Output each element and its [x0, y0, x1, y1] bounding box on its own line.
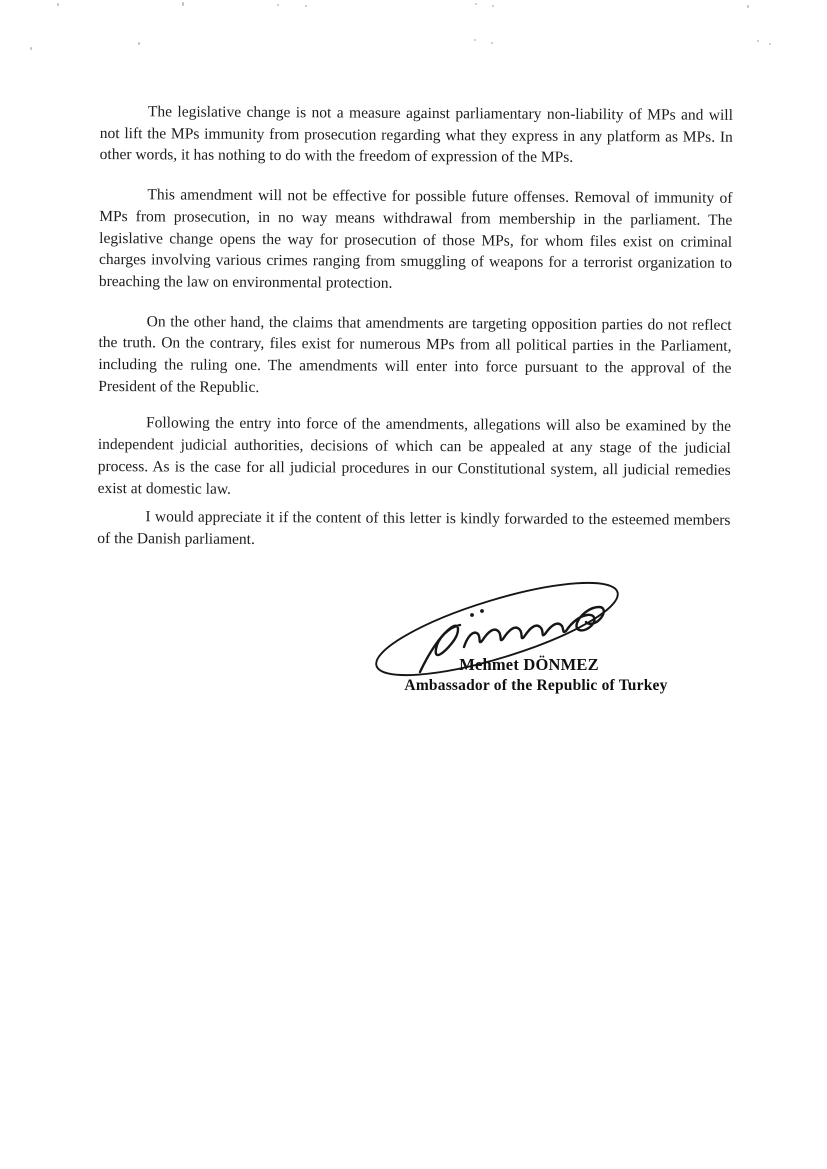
signature-title: Ambassador of the Republic of Turkey: [404, 677, 668, 694]
scan-speck: [747, 5, 749, 8]
paragraph-1: The legislative change is not a measure against parliamentary non-liability of MPs and will not lift the MPs immunity from prosecution regarding what they express in any platform as MPs. In other words, it has nothing to do with the freedom of expression of the MPs.: [99, 103, 733, 167]
letter-body: [97, 101, 733, 554]
paragraph-5: I would appreciate it if the content of this letter is kindly forwarded to the esteemed members of the Danish parliament.: [97, 508, 731, 548]
paragraph-2: This amendment will not be effective for possible future offenses. Removal of immunity of MPs from prosecution, in no way means withdrawal from membership in the parliament. The legislative change opens the way for prosecution of those MPs, for whom files exist on criminal charges involving various crimes ranging from smuggling of weapons for a terrorist organization to breaching the law on environmental protection.: [98, 186, 733, 292]
paragraph-3: On the other hand, the claims that amendments are targeting opposition parties do not reflect the truth. On the contrary, files exist for numerous MPs from all political parties in the Parliament, including the ruling one. The amendments will enter into force pursuant to the approval of the President of the Republic.: [98, 312, 732, 396]
scan-speck: [474, 39, 476, 41]
scan-speck: [492, 5, 494, 7]
scan-speck: [277, 4, 279, 6]
scan-speck: [769, 43, 771, 45]
scan-speck: [138, 42, 140, 45]
scan-speck: [182, 2, 184, 6]
scan-speck: [757, 40, 759, 42]
scan-speck: [30, 47, 32, 50]
scan-speck: [475, 3, 477, 5]
scan-speck: [491, 42, 493, 44]
signature-block: [368, 577, 680, 702]
paragraph-4: Following the entry into force of the amendments, allegations will also be examined by the independent judicial authorities, decisions of which can be appealed at any stage of the judicial process. As is the case for all judicial procedures in our Constitutional system, all judicial remedies exist at domestic law.: [97, 414, 732, 498]
signature-name: Mehmet DÖNMEZ: [459, 655, 599, 674]
scan-speck: [305, 5, 307, 7]
scan-speck: [57, 3, 59, 6]
